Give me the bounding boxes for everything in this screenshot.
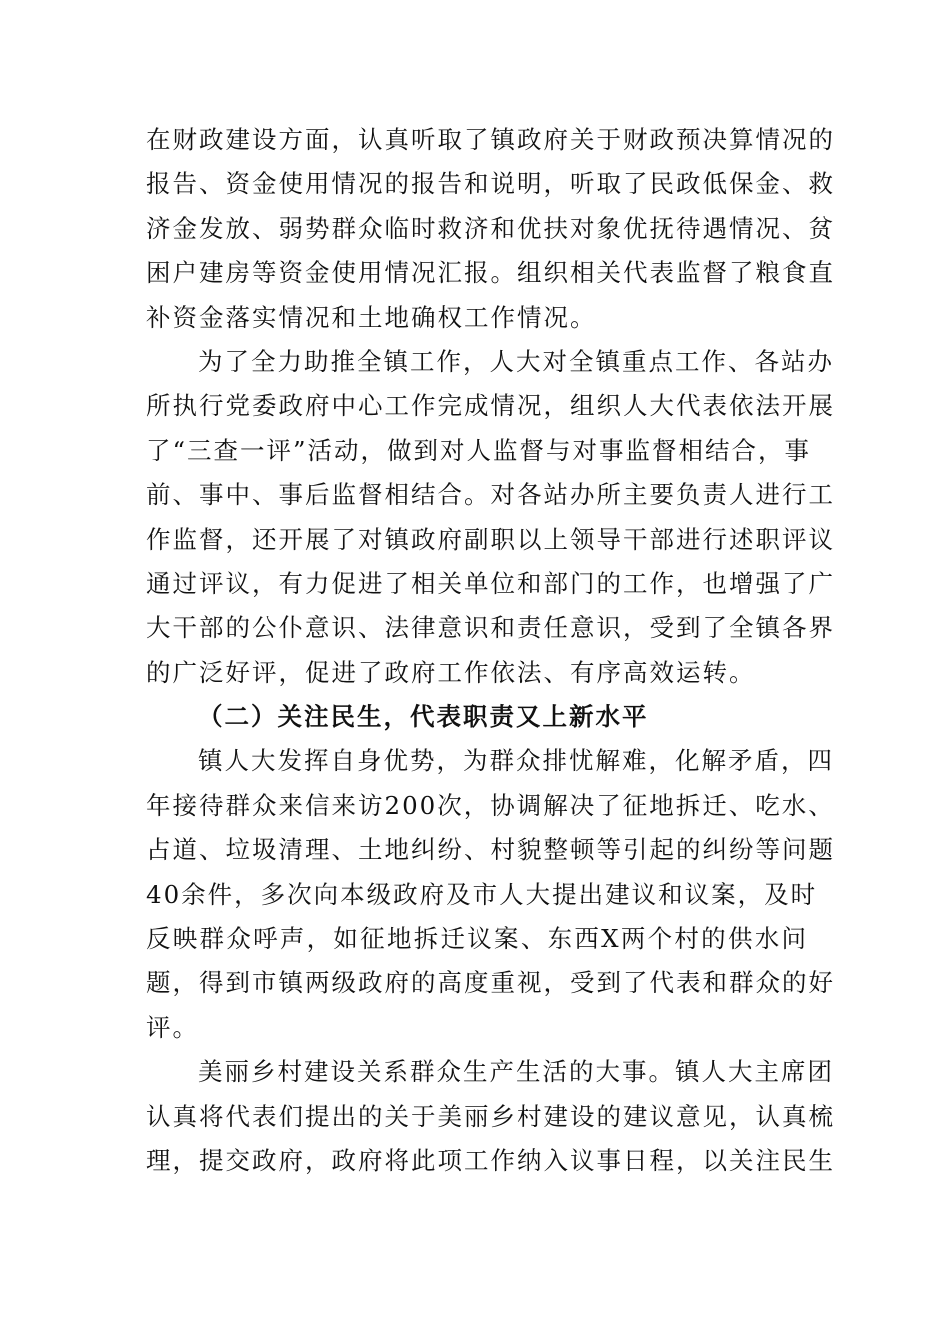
text-line: 认真将代表们提出的关于美丽乡村建设的建议意见，认真梳 <box>146 1101 835 1131</box>
text-line: 题，得到市镇两级政府的高度重视，受到了代表和群众的好 <box>146 968 835 998</box>
text-line: 前、事中、事后监督相结合。对各站办所主要负责人进行工 <box>146 480 835 510</box>
paragraph-first-line: 镇人大发挥自身优势，为群众排忧解难，化解矛盾，四 <box>198 746 834 776</box>
text-line: 了“三查一评”活动，做到对人监督与对事监督相结合，事 <box>146 435 812 465</box>
text-line: 占道、垃圾清理、土地纠纷、村貌整顿等引起的纠纷等问题 <box>146 835 835 865</box>
text-line: 在财政建设方面，认真听取了镇政府关于财政预决算情况的 <box>146 125 835 154</box>
text-line: 年接待群众来信来访200次，协调解决了征地拆迁、吃水、 <box>146 790 835 820</box>
text-line: 报告、资金使用情况的报告和说明，听取了民政低保金、救 <box>146 169 835 199</box>
text-line: 所执行党委政府中心工作完成情况，组织人大代表依法开展 <box>146 391 835 421</box>
text-line: 通过评议，有力促进了相关单位和部门的工作，也增强了广 <box>146 568 835 598</box>
document-page <box>146 118 835 1183</box>
text-line: 大干部的公仆意识、法律意识和责任意识，受到了全镇各界 <box>146 613 835 643</box>
text-line: 困户建房等资金使用情况汇报。组织相关代表监督了粮食直 <box>146 258 835 288</box>
text-line: 理，提交政府，政府将此项工作纳入议事日程，以关注民生 <box>146 1145 835 1175</box>
text-line: 评。 <box>146 1012 199 1042</box>
section-heading: （二）关注民生，代表职责又上新水平 <box>198 702 649 732</box>
text-line: 济金发放、弱势群众临时救济和优扶对象优抚待遇情况、贫 <box>146 213 835 243</box>
paragraph-first-line: 为了全力助推全镇工作，人大对全镇重点工作、各站办 <box>198 346 834 376</box>
text-line: 作监督，还开展了对镇政府副职以上领导干部进行述职评议 <box>146 524 835 554</box>
text-line: 反映群众呼声，如征地拆迁议案、东西X两个村的供水问 <box>146 924 808 954</box>
paragraph-first-line: 美丽乡村建设关系群众生产生活的大事。镇人大主席团 <box>198 1057 834 1087</box>
text-line: 40余件，多次向本级政府及市人大提出建议和议案，及时 <box>146 879 818 909</box>
text-line: 的广泛好评，促进了政府工作依法、有序高效运转。 <box>146 657 756 687</box>
text-line: 补资金落实情况和土地确权工作情况。 <box>146 302 597 332</box>
